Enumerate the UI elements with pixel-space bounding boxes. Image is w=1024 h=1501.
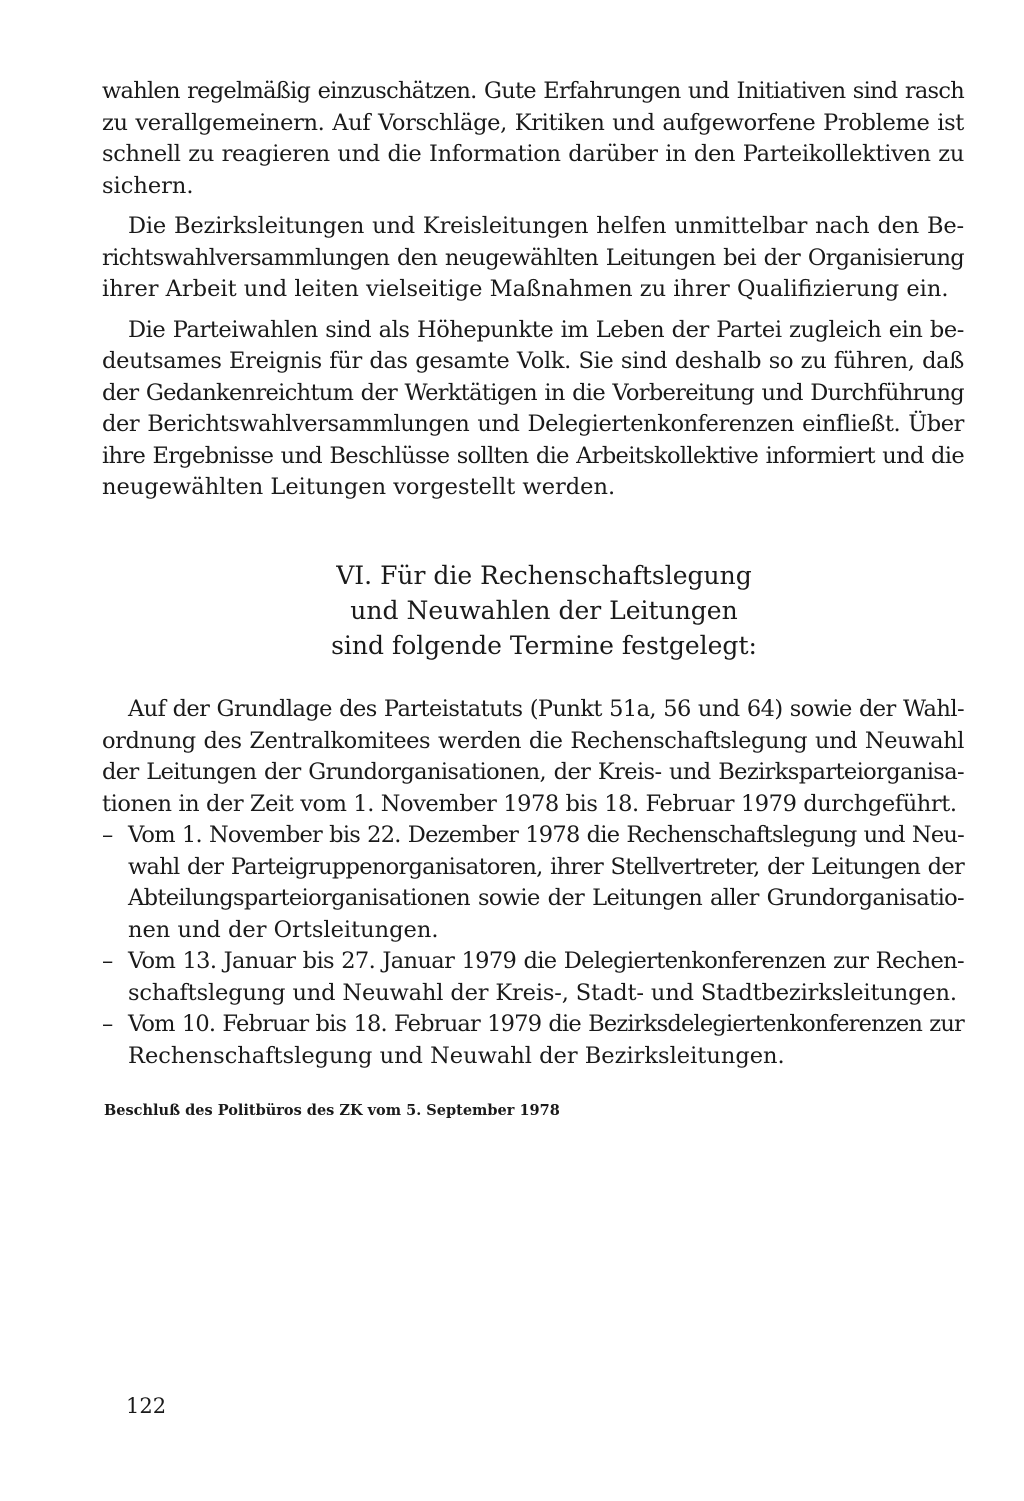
text-line: der Gedankenreichtum der Werktätigen in die Vorbereitung und Durchführung: [102, 379, 964, 406]
text-line: neugewählten Leitungen vorgestellt werden.: [102, 474, 616, 500]
paragraph-continuation: [102, 76, 964, 202]
text-line: wahl der Parteigruppenorganisatoren, ihrer Stellvertreter, der Leitungen der: [128, 853, 964, 880]
text-line: zu verallgemeinern. Auf Vorschläge, Kritiken und aufgeworfene Probleme ist: [102, 109, 964, 136]
text-line: Die Bezirksleitungen und Kreisleitungen helfen unmittelbar nach den Be-: [128, 213, 964, 239]
text-line: schaftslegung und Neuwahl der Kreis-, Stadt- und Stadtbezirksleitungen.: [128, 979, 957, 1006]
section-heading: [0, 558, 1024, 663]
text-line: ihre Ergebnisse und Beschlüsse sollten die Arbeitskollektive informiert und die: [102, 442, 964, 469]
source-note: Beschluß des Politbüros des ZK vom 5. September 1978: [104, 1102, 560, 1119]
text-line: schnell zu reagieren und die Information darüber in den Parteikollektiven zu: [102, 141, 964, 167]
text-line: wahlen regelmäßig einzuschätzen. Gute Erfahrungen und Initiativen sind rasch: [102, 78, 964, 104]
text-line: deutsames Ereignis für das gesamte Volk. Sie sind deshalb so zu führen, daß: [102, 348, 964, 374]
text-line: Rechenschaftslegung und Neuwahl der Bezirksleitungen.: [128, 1042, 785, 1069]
text-line: sichern.: [102, 172, 194, 199]
list-item: [102, 820, 964, 946]
heading-line: sind folgende Termine festgelegt:: [331, 631, 757, 660]
text-line: Auf der Grundlage des Parteistatuts (Punkt 51a, 56 und 64) sowie der Wahl-: [128, 696, 964, 722]
heading-line: VI. Für die Rechenschaftslegung: [336, 561, 752, 590]
list-dash: –: [102, 1011, 114, 1037]
text-line: ordnung des Zentralkomitees werden die Rechenschaftslegung und Neuwahl: [102, 727, 964, 754]
page-number: 122: [126, 1394, 167, 1418]
text-line: Vom 10. Februar bis 18. Februar 1979 die Bezirksdelegiertenkonferenzen zur: [128, 1011, 964, 1037]
paragraph-bezirksleitungen: [102, 211, 964, 306]
text-line: Die Parteiwahlen sind als Höhepunkte im Leben der Partei zugleich ein be-: [128, 316, 964, 343]
list-dash: –: [102, 822, 114, 848]
text-line: tionen in der Zeit vom 1. November 1978 bis 18. Februar 1979 durchgeführt.: [102, 790, 957, 817]
text-line: Vom 13. Januar bis 27. Januar 1979 die Delegiertenkonferenzen zur Rechen-: [128, 948, 964, 974]
text-line: Abteilungsparteiorganisationen sowie der Leitungen aller Grundorganisatio-: [128, 885, 964, 911]
list-item: [102, 946, 964, 1009]
text-line: der Leitungen der Grundorganisationen, der Kreis- und Bezirksparteiorganisa-: [102, 759, 964, 785]
text-line: richtswahlversammlungen den neugewählten Leitungen bei der Organisierung: [102, 244, 964, 271]
text-line: nen und der Ortsleitungen.: [128, 916, 439, 943]
paragraph-grundlage: [102, 694, 964, 820]
top-text-section: [102, 76, 964, 513]
dates-section: [102, 694, 964, 1072]
text-line: ihrer Arbeit und leiten vielseitige Maßnahmen zu ihrer Qualifizierung ein.: [102, 276, 949, 302]
paragraph-parteiwahlen: [102, 315, 964, 504]
list-dash: –: [102, 948, 114, 974]
list-item: [102, 1009, 964, 1072]
heading-line: und Neuwahlen der Leitungen: [350, 596, 738, 625]
text-line: Vom 1. November bis 22. Dezember 1978 die Rechenschaftslegung und Neu-: [128, 822, 964, 848]
text-line: der Berichtswahlversammlungen und Delegiertenkonferenzen einfließt. Über: [102, 411, 964, 437]
